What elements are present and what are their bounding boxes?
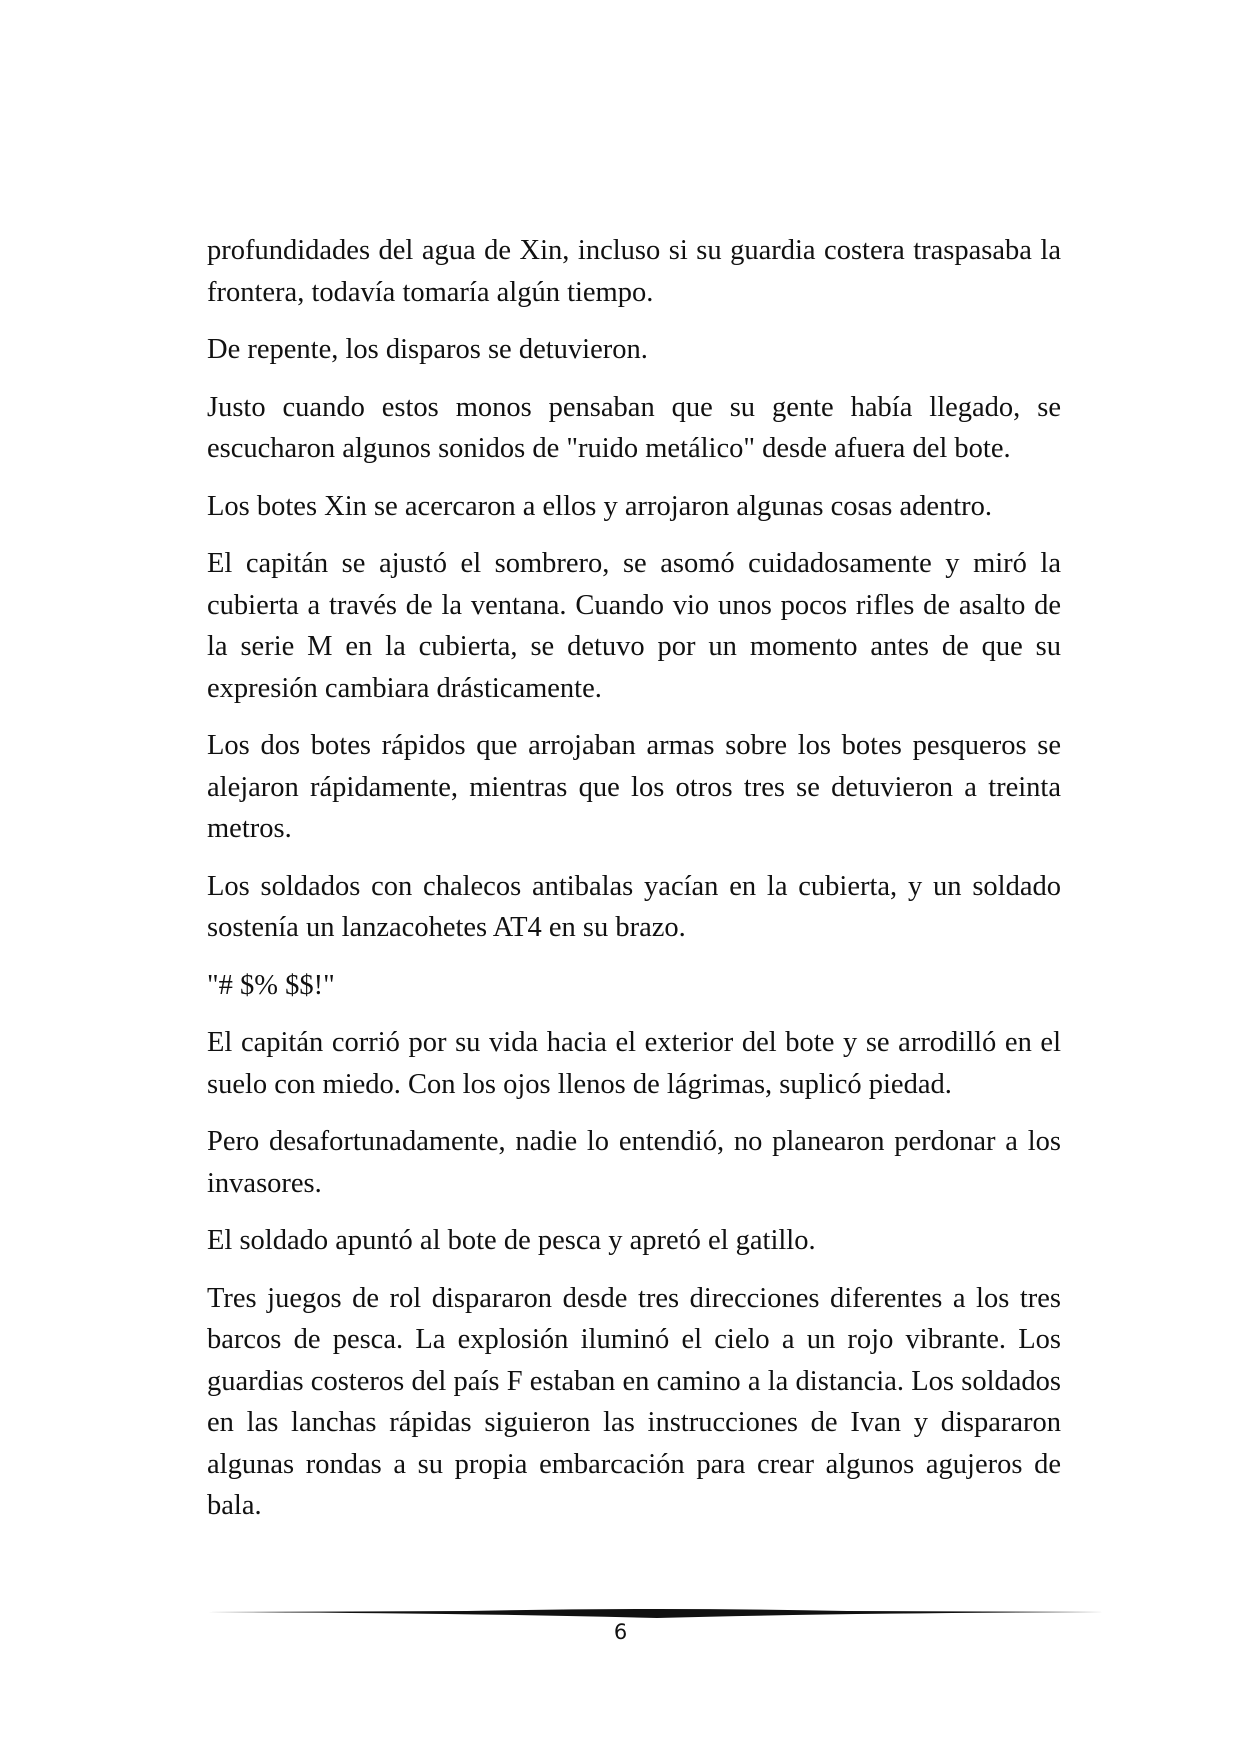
paragraph-11: El soldado apuntó al bote de pesca y apretó el gatillo. [207,1225,816,1256]
paragraph-4: Los botes Xin se acercaron a ellos y arrojaron algunas cosas adentro. [207,490,993,522]
paragraph-12: Tres juegos de rol dispararon desde tres direcciones diferentes a los tres barcos de pesca. La explosión iluminó el cielo a un rojo vibrante. Los guardias costeros del país F estaban en camino a la distancia. Los soldados en las lanchas rápidas siguieron las instrucciones de Ivan y dispararon algunas rondas a su propia embarcación para crear algunos agujeros de bala. [207,1282,1061,1521]
paragraph-5: El capitán se ajustó el sombrero, se asomó cuidadosamente y miró la cubierta a través de la ventana. Cuando vio unos pocos rifles de asalto de la serie M en la cubierta, se detuvo por un momento antes de que su expresión cambiara drásticamente. [207,548,1061,704]
paragraph-2: De repente, los disparos se detuvieron. [207,334,648,365]
paragraph-7: Los soldados con chalecos antibalas yacían en la cubierta, y un soldado sostenía un lanzacohetes AT4 en su brazo. [207,870,1061,943]
page-number: 6 [613,1620,628,1644]
paragraph-9: El capitán corrió por su vida hacia el exterior del bote y se arrodilló en el suelo con miedo. Con los ojos llenos de lágrimas, suplicó piedad. [207,1027,1061,1100]
paragraph-10: Pero desafortunadamente, nadie lo entendió, no planearon perdonar a los invasores. [207,1126,1061,1199]
page-body [207,230,1061,1543]
paragraph-8: "# $% $$!" [207,969,335,1001]
paragraph-6: Los dos botes rápidos que arrojaban armas sobre los botes pesqueros se alejaron rápidamente, mientras que los otros tres se detuvieron a treinta metros. [207,730,1061,844]
footer-divider [207,1607,1104,1619]
paragraph-1: profundidades del agua de Xin, incluso si su guardia costera traspasaba la frontera, todavía tomaría algún tiempo. [207,235,1061,308]
paragraph-3: Justo cuando estos monos pensaban que su gente había llegado, se escucharon algunos sonidos de "ruido metálico" desde afuera del bote. [207,391,1061,464]
